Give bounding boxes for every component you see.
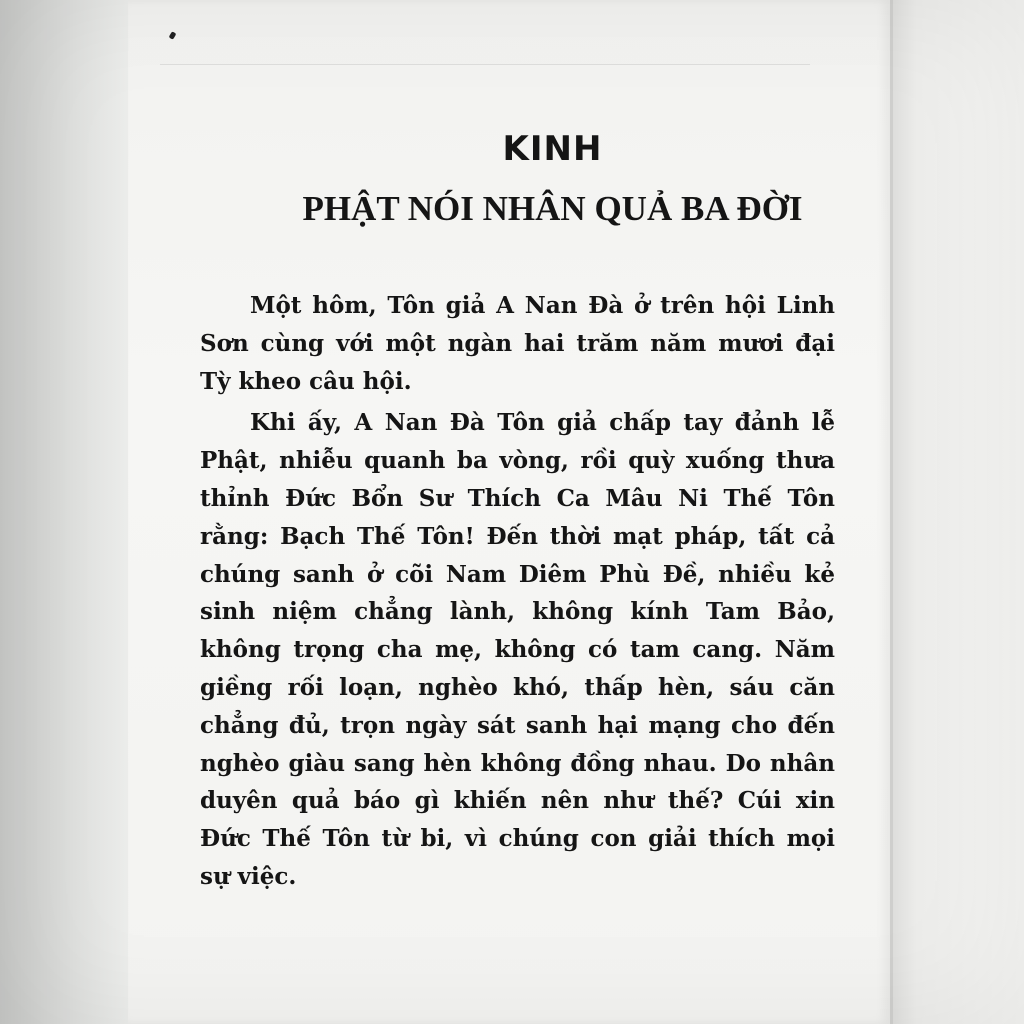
- page-content: [200, 126, 835, 896]
- facing-page-edge: [0, 0, 130, 1024]
- paragraph-2: Khi ấy, A Nan Đà Tôn giả chấp tay đảnh lễ Phật, nhiễu quanh ba vòng, rồi quỳ xuống thưa thỉnh Đức Bổn Sư Thích Ca Mâu Ni Thế Tôn rằng: Bạch Thế Tôn! Đến thời mạt pháp, tất cả chúng sanh ở cõi Nam Diêm Phù Đề, nhiều kẻ sinh niệm chẳng lành, không kính Tam Bảo, không trọng cha mẹ, không có tam cang. Năm giềng rối loạn, nghèo khó, thấp hèn, sáu căn chẳng đủ, trọn ngày sát sanh hại mạng cho đến nghèo giàu sang hèn không đồng nhau. Do nhân duyên quả báo gì khiến nên như thế? Cúi xin Đức Thế Tôn từ bi, vì chúng con giải thích mọi sự việc.: [200, 409, 835, 890]
- body-text: [200, 287, 835, 896]
- header-rule: [160, 64, 810, 65]
- faded-running-head: [0, 28, 1024, 58]
- page-stack-edge: [890, 0, 1024, 1024]
- title-line-1: KINH: [502, 129, 603, 169]
- title-line-2: PHẬT NÓI NHÂN QUẢ BA ĐỜI: [302, 189, 803, 228]
- paragraph-1: Một hôm, Tôn giả A Nan Đà ở trên hội Linh Sơn cùng với một ngàn hai trăm năm mươi đại Tỳ kheo câu hội.: [200, 292, 835, 395]
